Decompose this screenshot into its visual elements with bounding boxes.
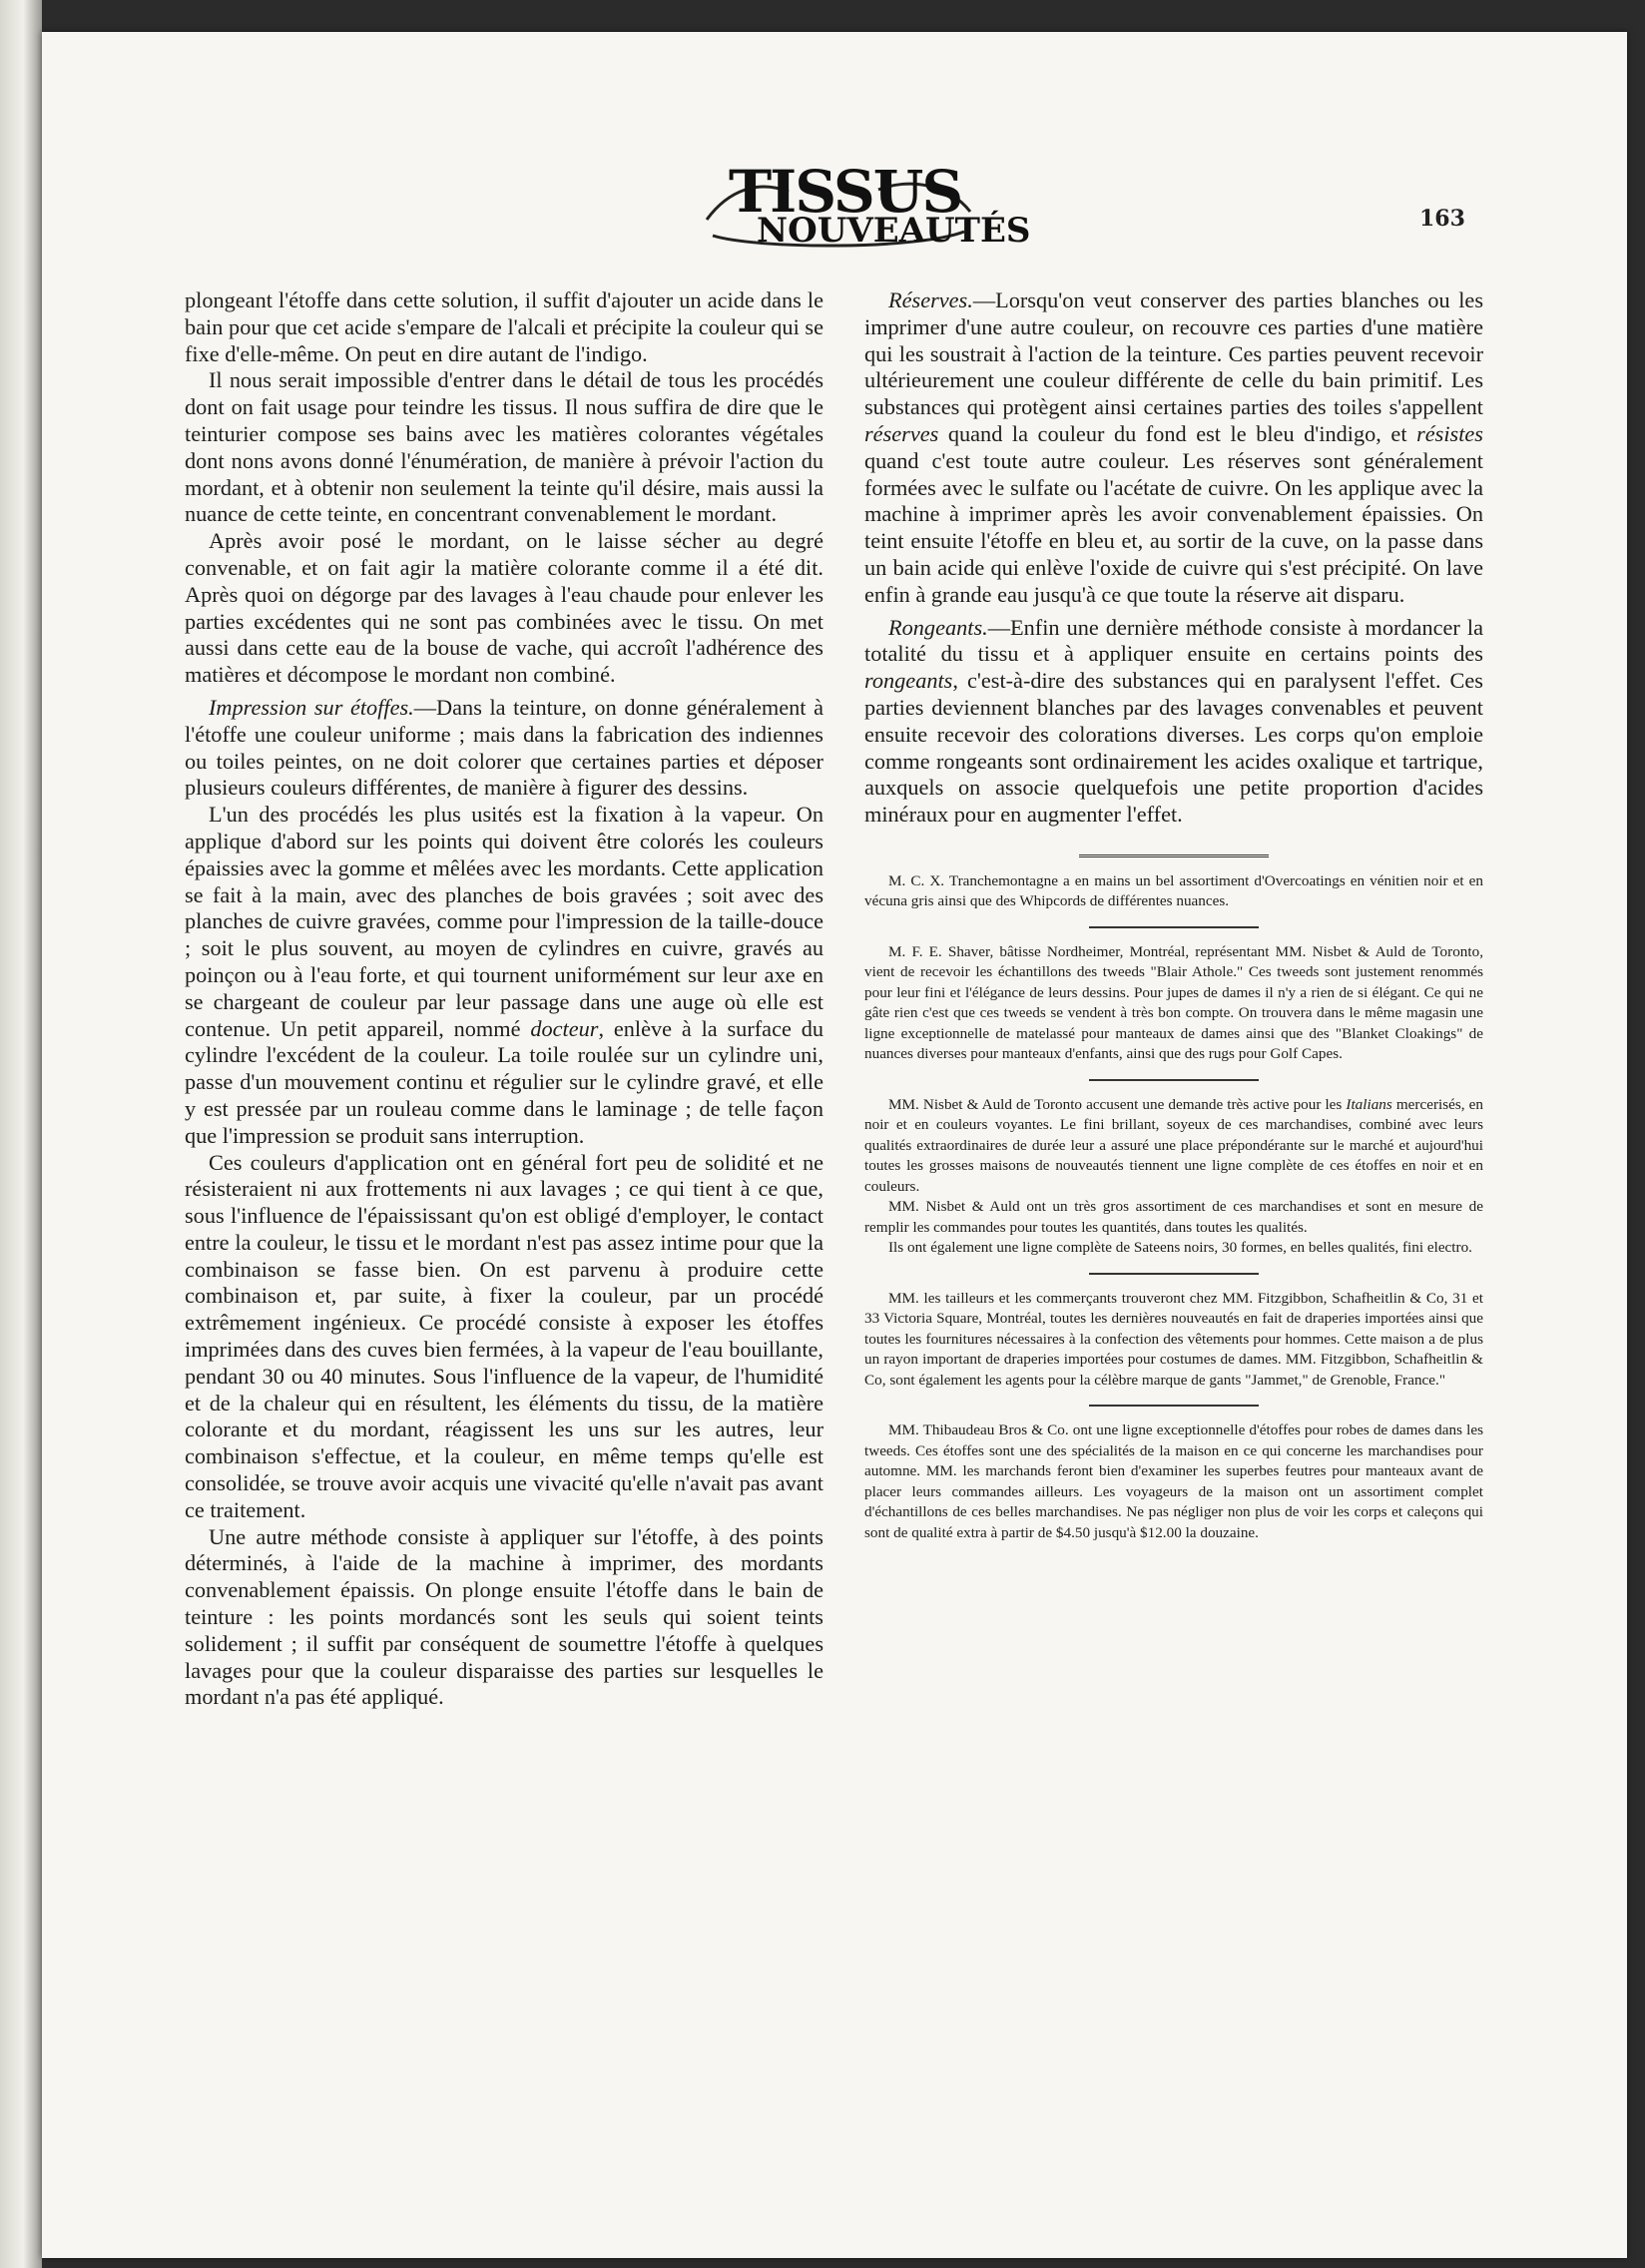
text-run: mercerisés, en noir et en couleurs voyantes. Le fini brillant, soyeux de ces marchandises, combiné avec leurs qualités extraordinaires de durée leur a assuré une place prépondérante sur le marché et aujourd'hui toutes les grosses maisons de nouveautés tiennent une ligne complète de ces étoffes en noir et en couleurs. <box>864 1095 1483 1195</box>
page-number: 163 <box>1419 206 1465 232</box>
news-item: MM. Nisbet & Auld ont un très gros assortiment de ces marchandises et sont en mesure de remplir les commandes pour toutes les quantités, dans toutes les qualités. <box>864 1198 1483 1236</box>
term-reserves: réserves <box>864 420 939 446</box>
divider <box>1089 1405 1259 1407</box>
news-item: Ils ont également une ligne complète de Sateens noirs, 30 formes, en belles qualités, fini electro. <box>888 1239 1472 1257</box>
term-resistes: résistes <box>1416 420 1483 446</box>
text-run: quand la couleur du fond est le bleu d'indigo, et <box>938 420 1417 446</box>
news-item: M. F. E. Shaver, bâtisse Nordheimer, Montréal, représentant MM. Nisbet & Auld de Toronto, vient de recevoir les échantillons des tweeds "Blair Athole." Ces tweeds sont justement renommés pour leur fini et l'élégance de leurs dessins. Pour jupes de dames il n'y a rien de si élégant. Ce qui ne gâte rien c'est que ces tweeds se vendent à très bon compte. On trouvera dans le même magasin une ligne exceptionnelle de matelassé pour manteaux de dames ainsi que des "Blanket Cloakings" de nuances diverses pour manteaux d'enfants, ainsi que des rugs pour Golf Capes. <box>864 942 1483 1063</box>
right-column <box>864 287 1483 1543</box>
text-run: , enlève à la surface du cylindre l'excédent de la couleur. La toile roulée sur un cylindre uni, passe d'un mouvement continu et régulier sur le cylindre gravé, et elle y est pressée par un rouleau comme dans le laminage ; de telle façon que l'impression se produit sans interruption. <box>185 1015 823 1148</box>
news-item: MM. Thibaudeau Bros & Co. ont une ligne exceptionnelle d'étoffes pour robes de dames dans les tweeds. Ces étoffes sont une des spécialités de la maison en ce qui concerne les marchandises pour automne. MM. les marchands feront bien d'examiner les superbes feutres pour manteaux avant de placer leurs commandes ailleurs. Les voyageurs de la maison ont un assortiment complet d'échantillons de ces belles marchandises. Ne pas négliger non plus de voir les corps et caleçons qui sont de qualité extra à partir de $4.50 jusqu'à $12.00 la douzaine. <box>864 1421 1483 1541</box>
impression-paragraph <box>185 695 823 802</box>
news-item <box>864 1095 1483 1198</box>
left-column <box>185 287 823 1711</box>
paragraph <box>185 802 823 1149</box>
divider <box>1089 1079 1259 1081</box>
news-item: MM. les tailleurs et les commerçants trouveront chez MM. Fitzgibbon, Schafheitlin & Co, 31 et 33 Victoria Square, Montréal, toutes les dernières nouveautés en fait de draperies importées ainsi que toutes les fournitures nécessaires à la confection des vêtements pour hommes. Cette maison a de plus un rayon important de draperies importées pour costumes de dames. MM. Fitzgibbon, Schafheitlin & Co, sont également les agents pour la célèbre marque de gants "Jammet," de Grenoble, France." <box>864 1289 1483 1389</box>
paragraph: Une autre méthode consiste à appliquer sur l'étoffe, à des points déterminés, à l'aide de la machine à imprimer, des mordants convenablement épaissis. On plonge ensuite l'étoffe dans le bain de teinture : les points mordancés sont les seuls qui soient teints solidement ; il suffit par conséquent de soumettre l'étoffe à quelques lavages pour que la couleur disparaisse des parties sur lesquelles le mordant n'a pas été appliqué. <box>185 1523 823 1710</box>
rongeants-paragraph <box>864 615 1483 829</box>
rongeants-title: Rongeants. <box>888 614 988 640</box>
term-rongeants: rongeants <box>864 668 953 694</box>
text-run: , c'est-à-dire des substances qui en paralysent l'effet. Ces parties deviennent blanches par des lavages convenables et peuvent ensuite recevoir des colorations diverses. Les corps qu'on emploie comme rongeants sont ordinairement les acides oxalique et tartrique, auxquels on associe quelquefois une petite proportion d'acides minéraux pour en augmenter l'effet. <box>864 668 1483 828</box>
text-run: —Enfin une dernière méthode consiste à mordancer la totalité du tissu et à appliquer ensuite en certains points des <box>864 614 1483 667</box>
impression-title: Impression sur étoffes. <box>209 694 414 720</box>
text-run: —Lorsqu'on veut conserver des parties blanches ou les imprimer d'une autre couleur, on recouvre ces parties d'une matière qui les soustrait à l'action de la teinture. Ces parties peuvent recevoir ultérieurement une couleur différente de celle du bain primitif. Les substances qui protègent ainsi certaines parties des toiles s'appellent <box>864 287 1483 420</box>
logo-line2: NOUVEAUTÉS <box>757 211 1031 251</box>
reserves-paragraph <box>864 287 1483 609</box>
text-run: L'un des procédés les plus usités est la fixation à la vapeur. On applique d'abord sur les points qui doivent être colorés les couleurs épaissies avec la gomme et mêlées avec les mordants. Cette application se fait à la main, avec des planches de bois gravées ; soit avec des planches de cuivre gravées, comme pour l'impression de la taille-douce ; soit le plus souvent, au moyen de cylindres en cuivre, gravés au poinçon ou à l'eau forte, et qui tournent uniformément sur leur axe en se chargeant de couleur par leur passage dans une auge où elle est contenue. Un petit appareil, nommé <box>185 802 823 1041</box>
paragraph: Ces couleurs d'application ont en général fort peu de solidité et ne résisteraient ni aux frottements ni aux lavages ; ce qui tient à ce que, sous l'influence de l'épaississant qu'on est obligé d'employer, le contact entre la couleur, le tissu et le mordant n'est pas assez intime pour que la combinaison se fasse bien. On est parvenu à produire cette combinaison et, par suite, à fixer la couleur, par un procédé extrêmement ingénieux. Ce procédé consiste à exposer les étoffes imprimées dans des cuves bien fermées, à la vapeur de l'eau bouillante, pendant 30 ou 40 minutes. Sous l'influence de la vapeur, de l'humidité et de la chaleur qui en résultent, les éléments du tissu, de la matière colorante et du mordant, réagissent les uns sur les autres, leur combinaison s'effectue, et la couleur, en même temps qu'elle est consolidée, se trouve avoir acquis une vivacité qu'elle n'avait pas avant ce traitement. <box>185 1149 823 1522</box>
logo-line1: TISSUS <box>729 158 962 226</box>
term-italians: Italians <box>1346 1095 1392 1113</box>
paragraph: Il nous serait impossible d'entrer dans le détail de tous les procédés dont on fait usage pour teindre les tissus. Il nous suffira de dire que le teinturier compose ses bains avec les matières colorantes végétales dont nons avons donné l'énumération, de manière à prévoir l'action du mordant, et à obtenir non seulement la teinte qu'il désire, mais aussi la nuance de cette teinte, en concentrant convenablement le mordant. <box>185 367 823 527</box>
reserves-title: Réserves. <box>888 287 973 312</box>
impression-text: —Dans la teinture, on donne généralement à l'étoffe une couleur uniforme ; mais dans la fabrication des indiennes ou toiles peintes, on ne doit colorer que certaines parties et déposer plusieurs couleurs différentes, de manière à figurer des dessins. <box>185 694 823 801</box>
text-run: MM. Nisbet & Auld de Toronto accusent une demande très active pour les <box>888 1095 1347 1113</box>
divider <box>1079 854 1269 857</box>
news-section <box>864 854 1483 1544</box>
divider <box>1089 1273 1259 1275</box>
paragraph: plongeant l'étoffe dans cette solution, il suffit d'ajouter un acide dans le bain pour que cet acide s'empare de l'alcali et précipite la couleur qui se fixe d'elle-même. On peut en dire autant de l'indigo. <box>185 287 823 366</box>
text-run: quand c'est toute autre couleur. Les réserves sont généralement formées avec le sulfate ou l'acétate de cuivre. On les applique avec la machine à imprimer après les avoir convenablement épaissies. On teint ensuite l'étoffe en bleu et, au sortir de la cuve, on la passe dans un bain acide qui enlève l'oxide de cuivre qui s'est précipité. On lave enfin à grande eau jusqu'à ce que toute la réserve ait disparu. <box>864 447 1483 607</box>
book-gutter <box>0 0 42 2268</box>
term-docteur: docteur <box>530 1015 599 1041</box>
masthead <box>699 150 1031 260</box>
masthead-logo <box>699 150 1031 260</box>
divider <box>1089 926 1259 928</box>
news-item: M. C. X. Tranchemontagne a en mains un bel assortiment d'Overcoatings en vénitien noir et en vécuna gris ainsi que des Whipcords de différentes nuances. <box>864 871 1483 910</box>
paragraph: Après avoir posé le mordant, on le laisse sécher au degré convenable, et on fait agir la matière colorante comme il a été dit. Après quoi on dégorge par des lavages à l'eau chaude pour enlever les parties excédentes qui ne sont pas combinées avec le tissu. On met aussi dans cette eau de la bouse de vache, qui accroît l'adhérence des matières et décompose le mordant non combiné. <box>185 528 823 688</box>
